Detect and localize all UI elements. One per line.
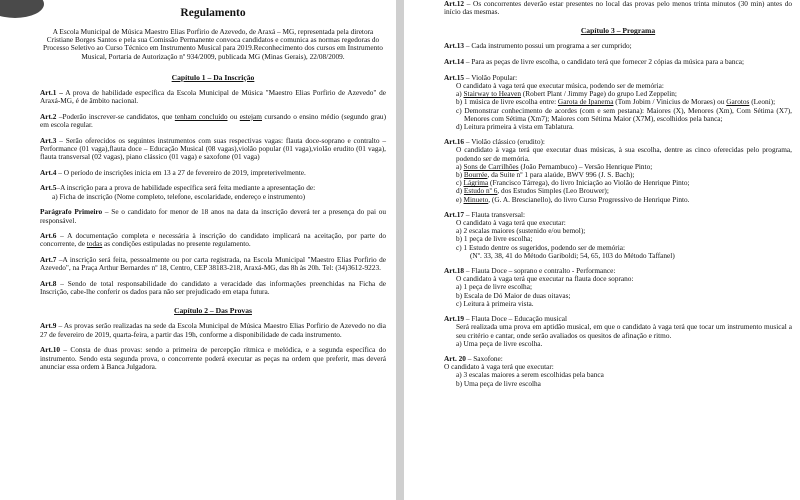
article-13: Art.13 – Cada instrumento possui um programa a ser cumprido; — [444, 41, 632, 51]
article-16-intro: O candidato à vaga terá que executar duas músicas, à sua escolha, dentre as cinco oferecidas pelo programa, podendo ser de memória. — [456, 145, 792, 163]
article-18-item-b: b) Escala de Dó Maior de duas oitavas; — [456, 290, 571, 300]
article-19-item-a: a) Uma peça de livre escolha. — [456, 338, 543, 348]
article-10: Art.10 – Consta de duas provas: sendo a primeira de percepção rítmica e melódica, e a segunda específica do instrumento. Sendo esta segunda prova, o concorrente poderá executar as peças na ordem que preferir, mas deverá anunciar essa ordem à Banca Julgadora. — [40, 345, 386, 371]
article-14: Art.14 – Para as peças de livre escolha, o candidato terá que fornecer 2 cópias da música para a banca; — [444, 57, 745, 67]
article-18-intro: O candidato à vaga terá que executar na flauta doce soprano: — [456, 274, 634, 284]
article-5: Art.5–A inscrição para a prova de habilidade específica será feita mediante a apresentação de: — [40, 183, 316, 193]
article-1: Art.1 – A prova de habilidade específica da Escola Municipal de Música "Maestro Elias Porfirio de Azevedo" de Araxá-MG, é de âmbito nacional. — [40, 87, 387, 106]
article-16-item-c: c) Lágrima (Francisco Tárrega), do livro Iniciação ao Violão de Henrique Pinto; — [456, 178, 690, 188]
article-16-item-a: a) Sons de Carrilhões (João Pernambuco) – Versão Henrique Pinto; — [456, 161, 653, 171]
school-logo — [0, 0, 44, 18]
article-17-item-b: b) 1 peça de livre escolha; — [456, 234, 533, 244]
article-20-item-b: b) Uma peça de livre escolha — [456, 378, 541, 388]
article-2: Art.2 –Poderão inscrever-se candidatos, que tenham concluído ou estejam cursando o ensino médio (segundo grau) em escola regular. — [40, 111, 387, 129]
article-18-item-a: a) 1 peça de livre escolha; — [456, 282, 532, 292]
right-page — [404, 0, 800, 500]
intro-paragraph: A Escola Municipal de Música Maestro Elias Porfirio de Azevedo, de Araxá – MG, representada pela diretora Cristiane Borges Santos e pela sua Comissão Permanente convoca candidatos e comunica as normas regedoras do Processo Seletivo ao Curso Técnico em Instrumento Musical para 2019.Reconhecimento dos cursos em Instrumento Musical, Portaria de Autorização nº 934/2009, publicada MG (Minas Gerais), 22/08/2009. — [43, 27, 383, 61]
article-17-item-a: a) 2 escalas maiores (sustenido e/ou bemol); — [456, 226, 586, 236]
article-15-item-a: a) Stairway to Heaven (Robert Plant / Jimmy Page) do grupo Led Zeppelin; — [456, 89, 677, 99]
chapter-2-heading: Capítulo 2 – Das Provas — [174, 306, 252, 316]
article-3: Art.3 – Serão oferecidos os seguintes instrumentos com suas respectivas vagas: flauta doce-soprano e contralto – Performance (01 vaga),flauta doce – Educação Musical (08 vagas),violão popular (01 vaga),violão erudito (01 vaga), flauta transversal (02 vagas), piano clássico (01 vaga) e saxofone (01 vaga) — [40, 135, 386, 162]
article-4: Art.4 – O período de inscrições inicia em 13 a 27 de fevereiro de 2019, impreterivelmente. — [40, 167, 306, 177]
article-9: Art.9 – As provas serão realizadas na sede da Escola Municipal de Música Maestro Elias Porfirio de Azevedo no dia 27 de fevereiro de 2019, quarta-feira, a partir das 19h, conforme a disponibilidade de cada instrumento. — [40, 321, 387, 339]
article-15-item-c: c) Demonstrar conhecimento de acordes (com e sem pestana): Maiores (X), Menores (Xm), Com Sétima (X7), Menores com Sétima (Xm7); Maiores com Sétima Maior (X7M), escolhidos pela banca; — [456, 105, 792, 123]
article-19: Art.19 – Flauta Doce – Educação musical — [444, 314, 567, 324]
paragraph-primeiro: Parágrafo Primeiro – Se o candidato for menor de 18 anos na data da inscrição deverá ter a presença do pai ou responsável. — [40, 207, 386, 225]
article-15: Art.15 – Violão Popular: — [444, 72, 518, 82]
article-18: Art.18 – Flauta Doce – soprano e contralto - Performance: — [444, 266, 616, 276]
article-15-item-d: d) Leitura primeira à vista em Tablatura. — [456, 122, 574, 132]
article-7: Art.7 –A inscrição será feita, pessoalmente ou por carta registrada, na Escola Municipal "Maestro Elias Porfirio de Azevedo", na Praça Arthur Bernardes nº 18, Centro, CEP 38183-218, Araxá-MG, das 8h às 20h. Tel: (34)3612-9223. — [40, 255, 386, 273]
article-6: Art.6 – A documentação completa e necessária à inscrição do candidato implicará na aceitação, por parte do concorrente, de todas as condições estipuladas no presente regulamento. — [40, 231, 386, 249]
page-divider — [396, 0, 404, 500]
article-20: Art. 20 – Saxofone: — [444, 353, 503, 363]
article-17-item-c-list: (Nº. 33, 38, 41 do Método Gariboldi; 54, 65, 103 do Método Taffanel) — [470, 250, 675, 260]
article-16-item-e: e) Minueto, (G. A. Brescianello), do livro Curso Progressivo de Henrique Pinto. — [456, 194, 690, 204]
article-18-item-c: c) Leitura à primeira vista. — [456, 298, 534, 308]
article-15-item-b: b) 1 música de livre escolha entre: Garota de Ipanema (Tom Jobim / Vinicius de Moraes) ou Garotos (Leoni); — [456, 97, 776, 107]
document-title: Regulamento — [180, 7, 246, 19]
chapter-3-heading: Capítulo 3 – Programa — [580, 26, 656, 36]
article-20-item-a: a) 3 escalas maiores a serem escolhidas pela banca — [456, 370, 604, 380]
article-17: Art.17 – Flauta transversal: — [444, 209, 526, 219]
article-19-intro: Será realizada uma prova em aptidão musical, em que o candidato à vaga terá que tocar um instrumento musical a seu critério e cantar, onde serão avaliados os quesitos de afinação e ritmo. — [456, 322, 792, 340]
article-15-intro: O candidato à vaga terá que executar música, podendo ser de memória: — [456, 81, 664, 91]
left-page — [0, 0, 396, 500]
article-16-item-b: b) Bourrée, da Suite nº 1 para alaúde, BWV 996 (J. S. Bach); — [456, 170, 635, 180]
article-5-item-a: a) Ficha de inscrição (Nome completo, telefone, escolaridade, endereço e instrumento) — [52, 191, 306, 201]
article-17-item-c: c) 1 Estudo dentre os sugeridos, podendo ser de memória: — [456, 242, 626, 252]
article-16-item-d: d) Estudo nº 6, dos Estudos Simples (Leo Brouwer); — [456, 186, 609, 196]
article-8: Art.8 – Sendo de total responsabilidade do candidato a veracidade das informações preenchidas na Ficha de Inscrição, cabe-lhe conferir os dados para não ser prejudicado em etapa futura. — [40, 279, 386, 297]
chapter-1-heading: Capítulo 1 – Da Inscrição — [171, 72, 255, 82]
article-20-intro: O candidato à vaga terá que executar: — [444, 362, 554, 372]
article-12: Art.12 – Os concorrentes deverão estar presentes no local das provas pelo menos trinta minutos (30 min) antes do início das mesmas. — [444, 0, 793, 17]
article-16: Art.16 – Violão clássico (erudito): — [444, 137, 545, 147]
article-17-intro: O candidato à vaga terá que executar: — [456, 218, 566, 228]
